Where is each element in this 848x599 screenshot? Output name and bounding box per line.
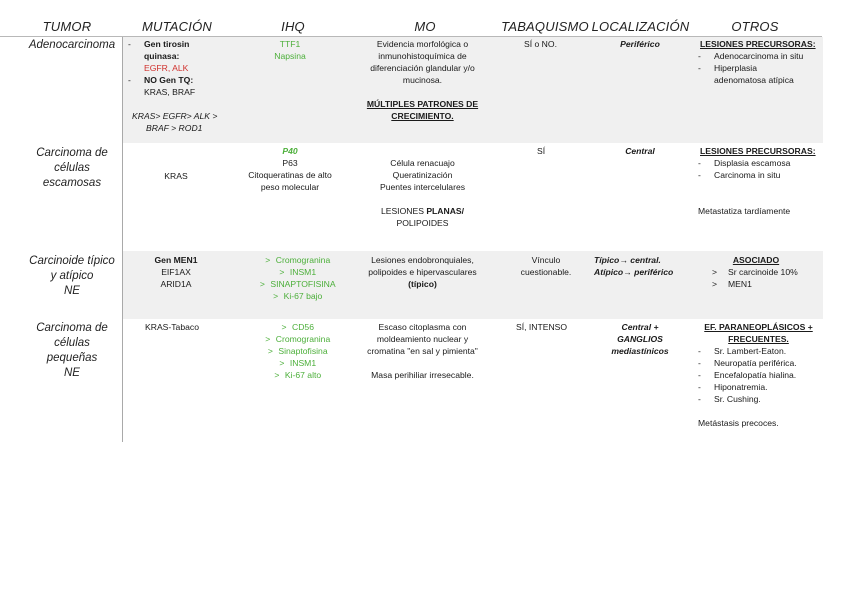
arrow-right-icon: → (623, 267, 632, 277)
localizacion-celulas-pequenas: Central + GANGLIOS mediastínicos (611, 322, 669, 356)
header-tumor: TUMOR (42, 19, 92, 34)
mo-adenocarcinoma: Evidencia morfológica o inmunohistoquímica de diferenciación glandular y/o mucinosa. MÚLTIPLES PATRONES DE CRECIMIENTO. (366, 39, 479, 121)
mutacion-escamosas: KRAS (164, 171, 188, 181)
ihq-celulas-pequenas: > CD56 > Cromogranina > Sinaptofisina > INSM1 > Ki-67 alto (265, 322, 331, 380)
header-localizacion: LOCALIZACIÓN (591, 19, 690, 34)
mo-celulas-pequenas: Escaso citoplasma con moldeamiento nuclear y cromatina "en sal y pimienta" Masa perihiliar irresecable. (367, 322, 478, 380)
header-mo: MO (414, 19, 436, 34)
mo-escamosas: Célula renacuajo Queratinización Puentes intercelulares LESIONES PLANAS/ POLIPOIDES (379, 158, 466, 228)
ihq-escamosas: P40 P63 Citoqueratinas de alto peso molecular (248, 146, 332, 192)
otros-escamosas: LESIONES PRECURSORAS: - Displasia escamosa - Carcinoma in situ Metastatiza tardíamente (698, 146, 816, 216)
tumor-adenocarcinoma: Adenocarcinoma (28, 39, 116, 51)
tumor-celulas-pequenas: Carcinoma de células pequeñas NE (36, 322, 108, 379)
tabaquismo-celulas-pequenas: SÍ, INTENSO (516, 322, 568, 332)
ihq-carcinoide: > Cromogranina > INSM1 > SINAPTOFISINA > Ki-67 bajo (259, 255, 336, 301)
otros-carcinoide: ASOCIADO > Sr carcinoide 10% > MEN1 (712, 255, 798, 289)
tabaquismo-adenocarcinoma: SÍ o NO. (524, 39, 557, 49)
header-ihq: IHQ (281, 19, 305, 34)
header-tabaquismo: TABAQUISMO (501, 19, 589, 34)
localizacion-escamosas: Central (625, 146, 655, 156)
otros-adenocarcinoma: LESIONES PRECURSORAS: - Adenocarcinoma in situ - Hiperplasia adenomatosa atípica (698, 39, 816, 85)
column-divider (122, 37, 123, 442)
tumor-escamosas: Carcinoma de células escamosas (36, 147, 108, 189)
header-mutacion: MUTACIÓN (142, 19, 212, 34)
ihq-adenocarcinoma: TTF1 Napsina (274, 39, 306, 61)
mutacion-celulas-pequenas: KRAS-Tabaco (145, 322, 199, 332)
tabaquismo-escamosas: SÍ (537, 146, 546, 156)
mo-carcinoide: Lesiones endobronquiales, polipoides e hipervasculares (típico) (368, 255, 477, 289)
header-otros: OTROS (731, 19, 779, 34)
otros-celulas-pequenas: EF. PARANEOPLÁSICOS + FRECUENTES. - Sr. Lambert-Eaton. - Neuropatía periférica. - Encefalopatía hialina. - Hiponatremia. - Sr. Cushing. Metástasis precoces. (698, 322, 813, 428)
mutacion-carcinoide: Gen MEN1 EIF1AX ARID1A (154, 255, 198, 289)
mutacion-adenocarcinoma: - Gen tirosin quinasa: EGFR, ALK - NO Gen TQ: KRAS, BRAF KRAS> EGFR> ALK > BRAF > ROD1 (128, 39, 218, 133)
arrow-right-icon: → (619, 255, 628, 265)
tabaquismo-carcinoide: Vínculo cuestionable. (520, 255, 572, 277)
localizacion-carcinoide: Típico→ central. Atípico→ periférico (594, 255, 674, 277)
localizacion-adenocarcinoma: Periférico (620, 39, 660, 49)
tumor-carcinoide: Carcinoide típico y atípico NE (29, 255, 115, 297)
